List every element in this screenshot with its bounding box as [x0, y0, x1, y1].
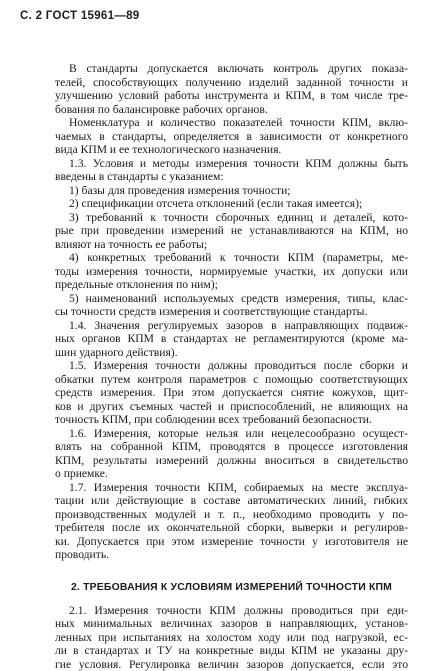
text-line: о приемке. [55, 467, 408, 481]
text-line: ных минимальных величинах зазоров в направляющих, установ- [55, 617, 408, 631]
text-line: вида КПМ и ее технологического назначения. [55, 143, 408, 157]
text-line: телей, способствующих получению изделий заданной точности и [55, 76, 408, 90]
text-line: тоды измерения точности, нормируемые участки, их допуски или [55, 265, 408, 279]
text-line: улучшению условий работы инструмента и КПМ, в том числе тре- [55, 89, 408, 103]
text-line: введены в стандарты с указанием: [55, 170, 408, 184]
text-line: сы точности средств измерения и соответствующие стандарты. [55, 305, 408, 319]
text-line: ли в стандартах и ТУ на конкретные виды КПМ не указаны дру- [55, 644, 408, 658]
text-line: ных органов КПМ в стандартах не регламентируются (кроме ма- [55, 332, 408, 346]
document-body [55, 62, 408, 671]
text-line: обкатки путем контроля параметров с помощью соответствующих [55, 373, 408, 387]
text-line: влять на собранной КПМ, проводятся в процессе изготовления [55, 440, 408, 454]
text-line: 2.1. Измерения точности КПМ должны проводиться при еди- [55, 604, 408, 618]
text-line: бования по балансировке рабочих органов. [55, 103, 408, 117]
text-line: шин ударного действия). [55, 346, 408, 360]
text-line: ленных при испытаниях на холостом ходу или под нагрузкой, ес- [55, 631, 408, 645]
text-line: 5) наименований используемых средств измерения, типы, клас- [55, 292, 408, 306]
text-line: КПМ, результаты измерений должны вноситься в свидетельство [55, 454, 408, 468]
text-line: В стандарты допускается включать контроль других показа- [55, 62, 408, 76]
text-line: 1.4. Значения регулируемых зазоров в направляющих подвиж- [55, 319, 408, 333]
text-line: точность КПМ, при соблюдении всех требований безопасности. [55, 413, 408, 427]
text-line: 1.3. Условия и методы измерения точности КПМ должны быть [55, 157, 408, 171]
text-line: влияют на точность ее работы; [55, 238, 408, 252]
text-line: ки. Допускается при этом измерение точности у изготовителя не [55, 535, 408, 549]
text-line: 2) спецификации отсчета отклонений (если такая имеется); [55, 197, 408, 211]
text-line: ков и других съемных частей и приспособлений, не влияющих на [55, 400, 408, 414]
text-line: тации или действующие в составе автоматических линий, гибких [55, 494, 408, 508]
spacer [55, 595, 408, 604]
text-line: Номенклатура и количество показателей точности КПМ, вклю- [55, 116, 408, 130]
text-line: 1.7. Измерения точности КПМ, собираемых на месте эксплуа- [55, 481, 408, 495]
text-line: производственных модулей и т. п., необходимо проводить у по- [55, 508, 408, 522]
text-line: 1) базы для проведения измерения точности; [55, 184, 408, 198]
spacer [55, 562, 408, 581]
text-line: 4) конкретных требований к точности КПМ (параметры, ме- [55, 251, 408, 265]
text-line: гие условия. Регулировка величин зазоров допускается, если это [55, 658, 408, 671]
text-line: проводить. [55, 548, 408, 562]
section-heading: 2. ТРЕБОВАНИЯ К УСЛОВИЯМ ИЗМЕРЕНИЙ ТОЧНОСТИ КПМ [55, 581, 408, 595]
page-header: С. 2 ГОСТ 15961—89 [20, 10, 140, 22]
text-line: 3) требований к точности сборочных единиц и деталей, кото- [55, 211, 408, 225]
text-line: требителя после их окончательной сборки, выверки и регулиров- [55, 521, 408, 535]
text-line: рые при проведении измерений не устанавливаются на КПМ, но [55, 224, 408, 238]
text-line: чаемых в стандарты, определяется в зависимости от конкретного [55, 130, 408, 144]
text-line: 1.6. Измерения, которые нельзя или нецелесообразно осущест- [55, 427, 408, 441]
text-line: предельные отклонения по ним); [55, 278, 408, 292]
text-line: средств измерения. При этом допускается снятие кожухов, щит- [55, 386, 408, 400]
text-line: 1.5. Измерения точности должны проводиться после сборки и [55, 359, 408, 373]
